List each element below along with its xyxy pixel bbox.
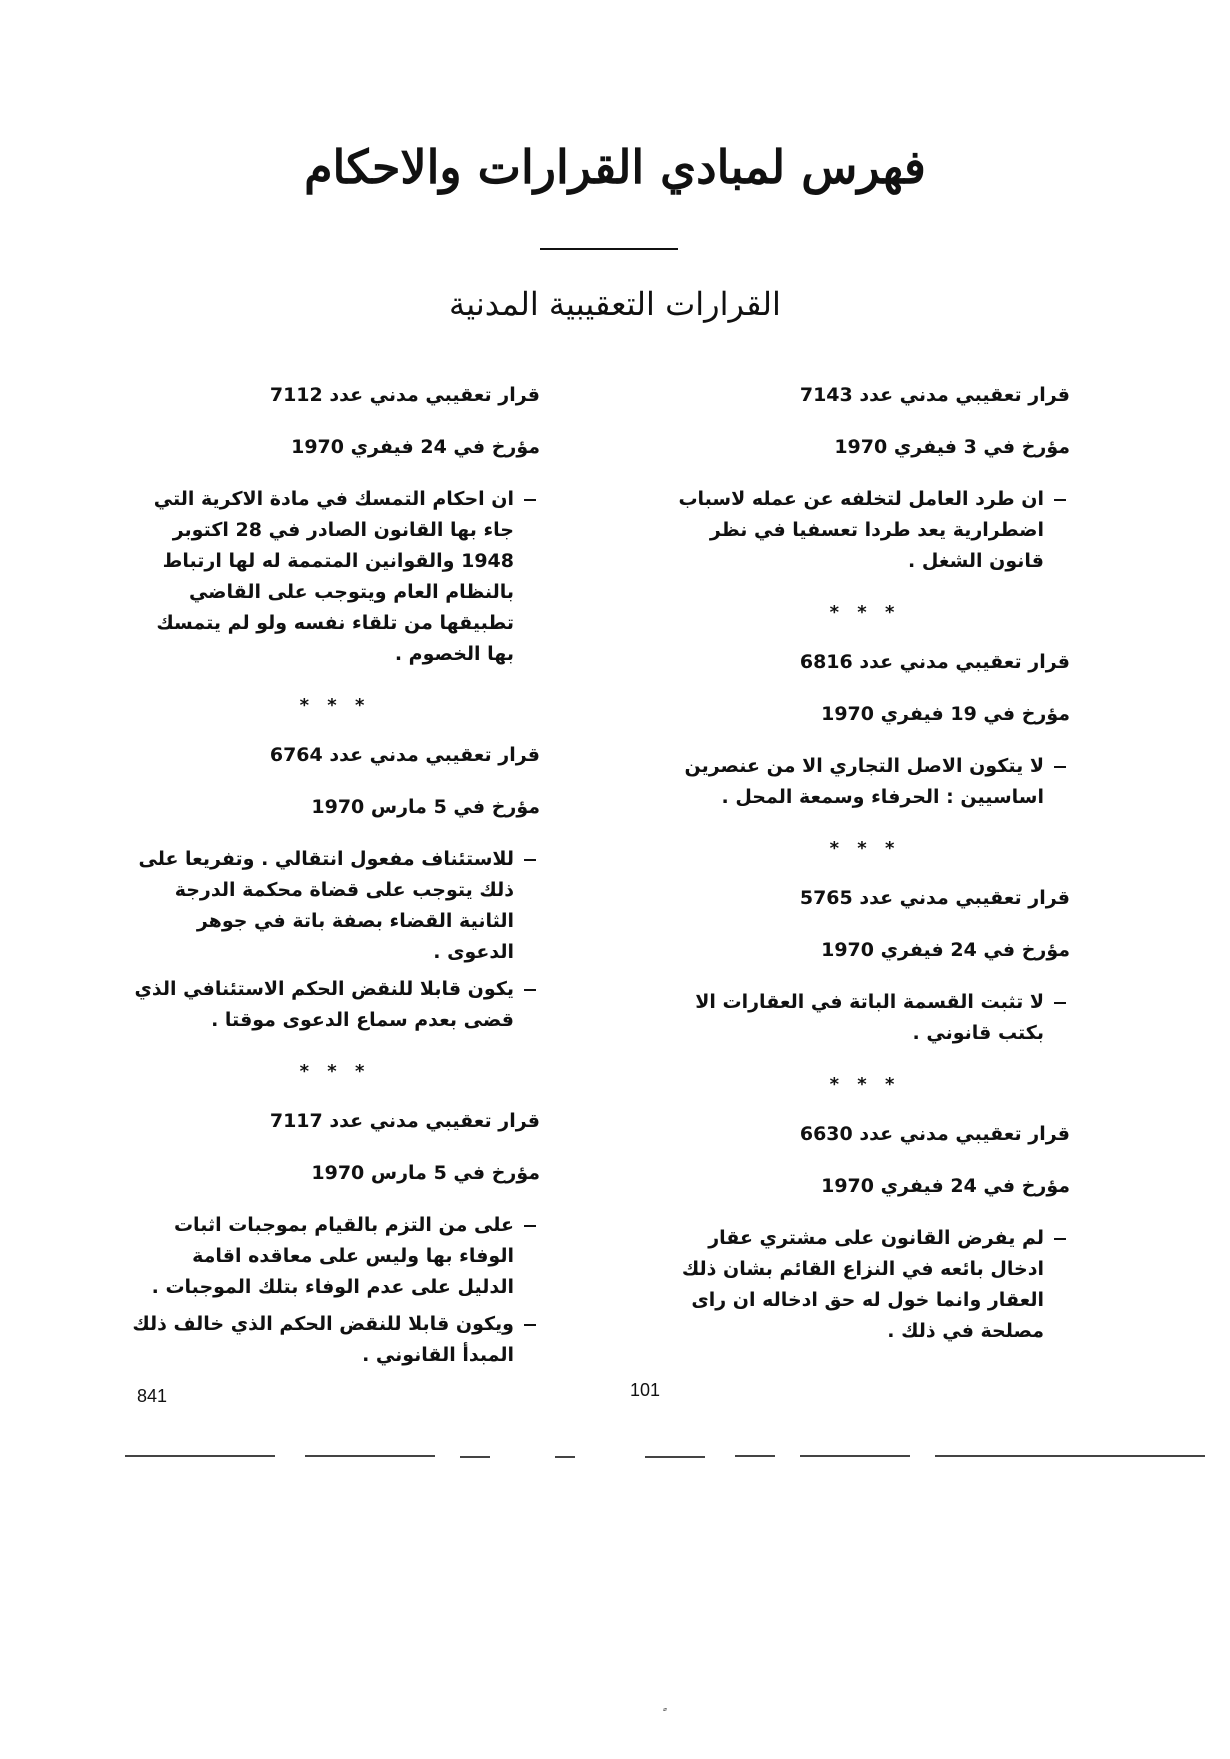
decision-principle: للاستئناف مفعول انتقالي . وتفريعا على ذلك يتوجب على قضاة محكمة الدرجة الثانية القضاء بصفة باتة في جوهر الدعوى . xyxy=(130,844,540,968)
title-divider xyxy=(540,248,678,250)
left-column xyxy=(130,380,540,1377)
entry-separator: * * * xyxy=(299,695,371,716)
decision-date: مؤرخ في 24 فيفري 1970 xyxy=(821,939,1070,961)
decision-principle: لا تثبت القسمة الباتة في العقارات الا بكتب قانوني . xyxy=(660,987,1070,1049)
decision-heading: قرار تعقيبي مدني عدد 5765 xyxy=(799,887,1070,909)
entry-separator: * * * xyxy=(829,1074,901,1095)
scan-rule xyxy=(125,1455,275,1457)
decision-entry xyxy=(130,1106,540,1371)
scan-rule xyxy=(305,1455,435,1457)
decision-date: مؤرخ في 19 فيفري 1970 xyxy=(821,703,1070,725)
decision-entry xyxy=(660,883,1070,1049)
decision-entry xyxy=(660,1119,1070,1347)
section-subtitle: القرارات التعقيبية المدنية xyxy=(449,285,781,323)
decision-principle: ويكون قابلا للنقض الحكم الذي خالف ذلك المبدأ القانوني . xyxy=(130,1309,540,1371)
entry-separator: * * * xyxy=(829,838,901,859)
decision-heading: قرار تعقيبي مدني عدد 6816 xyxy=(799,651,1070,673)
decision-date: مؤرخ في 5 مارس 1970 xyxy=(311,796,540,818)
decision-date: مؤرخ في 5 مارس 1970 xyxy=(311,1162,540,1184)
side-number: 841 xyxy=(137,1386,168,1406)
decision-principle: ان احكام التمسك في مادة الاكرية التي جاء بها القانون الصادر في 28 اكتوبر 1948 والقوانين المتممة له لها ارتباط بالنظام العام ويتوجب على القاضي تطبيقها من تلقاء نفسه ولو لم يتمسك بها الخصوم . xyxy=(130,484,540,670)
scan-rule xyxy=(555,1456,575,1458)
scan-rule xyxy=(645,1456,705,1458)
decision-principle: يكون قابلا للنقض الحكم الاستئنافي الذي قضى بعدم سماع الدعوى موقتا . xyxy=(130,974,540,1036)
decision-date: مؤرخ في 24 فيفري 1970 xyxy=(291,436,540,458)
decision-heading: قرار تعقيبي مدني عدد 7112 xyxy=(269,384,540,406)
page-title: فهرس لمبادي القرارات والاحكام xyxy=(304,140,926,194)
decision-principle: لم يفرض القانون على مشتري عقار ادخال بائعه في النزاع القائم بشان ذلك العقار وانما خول له حق ادخاله ان راى مصلحة في ذلك . xyxy=(660,1223,1070,1347)
entry-separator: * * * xyxy=(829,602,901,623)
scan-rule xyxy=(735,1455,775,1457)
scan-rule xyxy=(800,1455,910,1457)
page-number: 101 xyxy=(630,1380,661,1400)
entry-separator: * * * xyxy=(299,1061,371,1082)
decision-date: مؤرخ في 3 فيفري 1970 xyxy=(834,436,1070,458)
decision-principle: على من التزم بالقيام بموجبات اثبات الوفاء بها وليس على معاقده اقامة الدليل على عدم الوفاء بتلك الموجبات . xyxy=(130,1210,540,1303)
decision-date: مؤرخ في 24 فيفري 1970 xyxy=(821,1175,1070,1197)
decision-principle: لا يتكون الاصل التجاري الا من عنصرين اساسيين : الحرفاء وسمعة المحل . xyxy=(660,751,1070,813)
decision-heading: قرار تعقيبي مدني عدد 6764 xyxy=(269,744,540,766)
decision-heading: قرار تعقيبي مدني عدد 7143 xyxy=(799,384,1070,406)
decision-entry xyxy=(130,740,540,1036)
decision-entry xyxy=(660,647,1070,813)
scan-rule xyxy=(935,1455,1205,1457)
decision-heading: قرار تعقيبي مدني عدد 7117 xyxy=(269,1110,540,1132)
decision-heading: قرار تعقيبي مدني عدد 6630 xyxy=(799,1123,1070,1145)
decision-entry xyxy=(130,380,540,670)
decision-principle: ان طرد العامل لتخلفه عن عمله لاسباب اضطرارية يعد طردا تعسفيا في نظر قانون الشغل . xyxy=(660,484,1070,577)
scan-rule xyxy=(460,1456,490,1458)
right-column xyxy=(660,380,1070,1353)
decision-entry xyxy=(660,380,1070,577)
